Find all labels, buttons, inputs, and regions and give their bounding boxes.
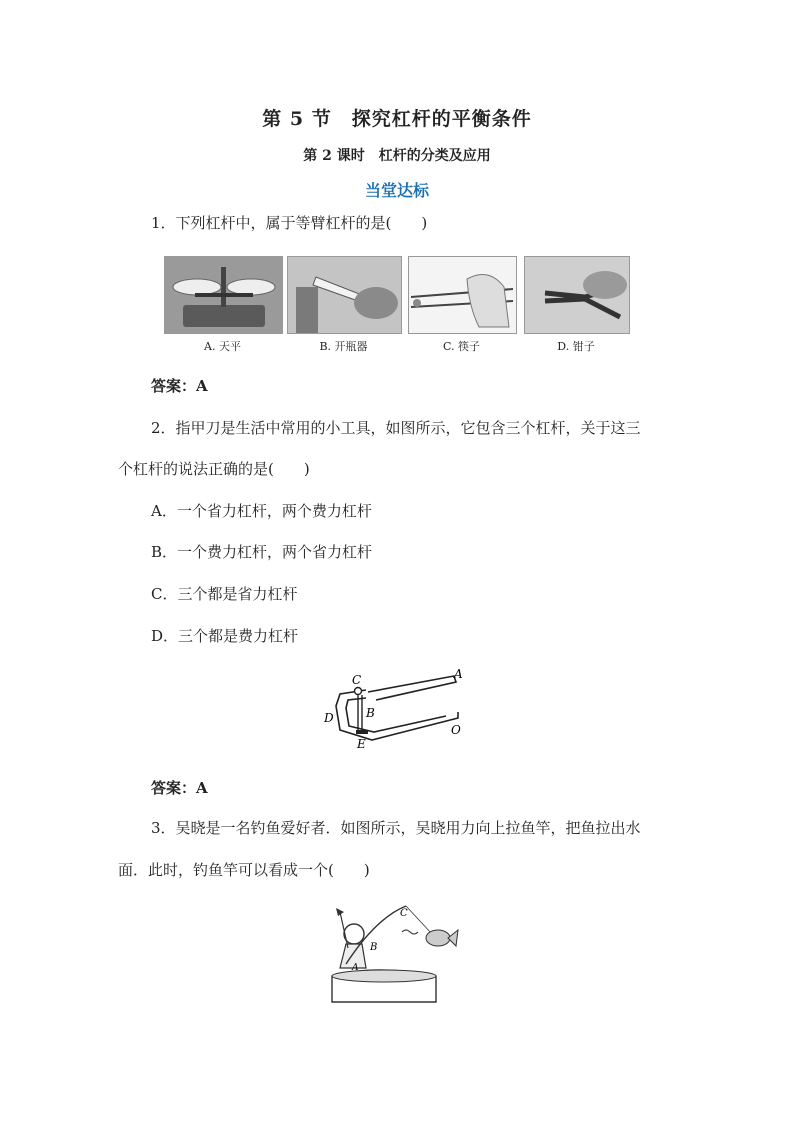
question-1-stem: 1．下列杠杆中，属于等臂杠杆的是( ) (151, 214, 428, 232)
fishing-label-c: C (400, 908, 408, 919)
fishing-label-b: B (370, 942, 378, 953)
fishing-label-a: A (352, 963, 359, 973)
caption-b: B. 开瓶器 (319, 340, 368, 353)
diagram-label-d: D (324, 711, 334, 725)
diagram-label-b: B (366, 706, 375, 720)
caption-d: D. 钳子 (557, 340, 595, 353)
chopsticks-image (408, 256, 517, 334)
lesson-subtitle: 第 2 课时 杠杆的分类及应用 (303, 148, 491, 164)
section-heading: 当堂达标 (364, 181, 429, 200)
balance-scale-image (164, 256, 283, 334)
bottle-opener-image (287, 256, 402, 334)
pliers-image (524, 256, 630, 334)
question-2-option-b: B．一个费力杠杆，两个省力杠杆 (151, 543, 373, 561)
caption-a: A. 天平 (204, 340, 241, 353)
diagram-label-e: E (357, 737, 366, 751)
diagram-label-o: O (451, 723, 461, 737)
question-1-answer: 答案：A (151, 377, 208, 395)
diagram-label-a: A (454, 667, 463, 681)
question-2-answer: 答案：A (151, 779, 208, 797)
question-2-option-c: C．三个都是省力杠杆 (151, 585, 298, 603)
diagram-label-c: C (352, 673, 362, 687)
question-2-option-d: D．三个都是费力杠杆 (151, 627, 299, 645)
fishing-illustration (326, 898, 460, 1004)
question-3-stem-line2: 面．此时，钓鱼竿可以看成一个( ) (118, 861, 370, 879)
question-2-stem-line2: 个杠杆的说法正确的是( ) (118, 460, 310, 478)
caption-c: C. 筷子 (442, 340, 481, 353)
nail-clipper-diagram (318, 664, 478, 756)
question-3-stem-line1: 3．吴晓是一名钓鱼爱好者．如图所示，吴晓用力向上拉鱼竿，把鱼拉出水 (151, 819, 641, 837)
question-2-stem-line1: 2．指甲刀是生活中常用的小工具，如图所示，它包含三个杠杆，关于这三 (151, 419, 641, 437)
page-title: 第 5 节 探究杠杆的平衡条件 (262, 108, 532, 130)
question-2-option-a: A．一个省力杠杆，两个费力杠杆 (151, 502, 372, 520)
